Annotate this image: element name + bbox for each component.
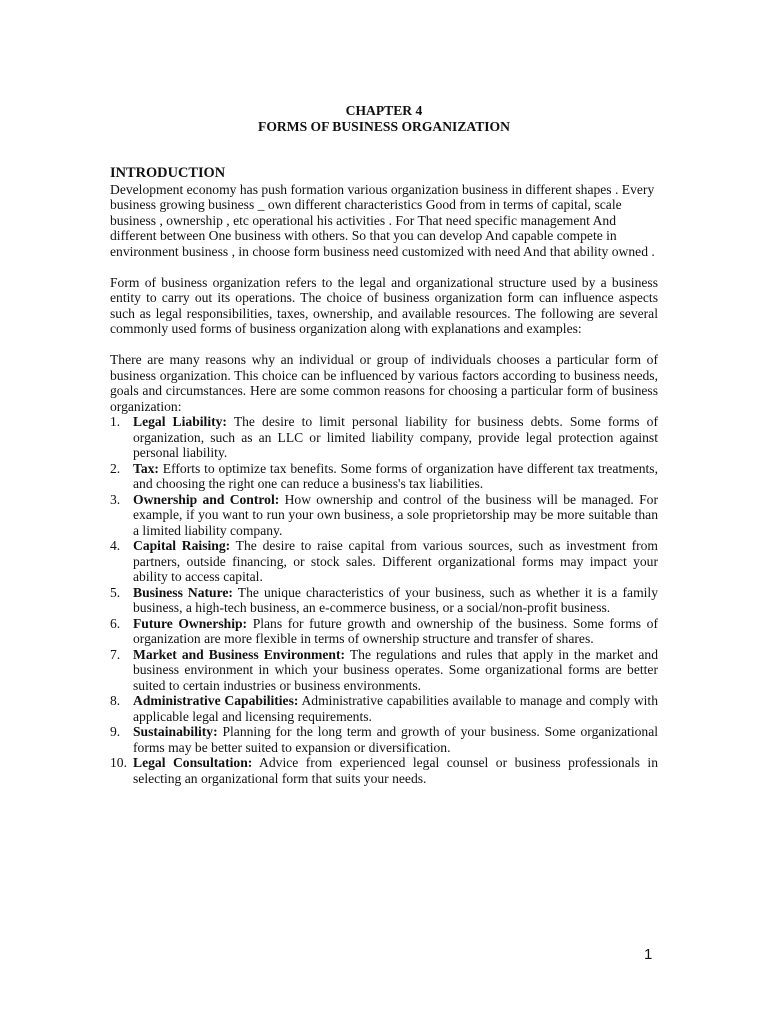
list-item [110, 538, 658, 585]
list-item-text: The unique characteristics of your business, such as whether it is a family business, a high-tech business, an e-commerce business, or a social/non-profit business. [133, 584, 658, 615]
list-item-title: Legal Liability: [133, 414, 227, 429]
list-item-title: Future Ownership: [133, 615, 248, 631]
list-item-title: Legal Consultation: [133, 755, 253, 770]
list-item-number: 10. [110, 755, 127, 770]
list-item-number: 2. [110, 460, 121, 476]
list-item [110, 755, 658, 786]
list-item-title: Ownership and Control: [133, 491, 280, 507]
list-item-text: Efforts to optimize tax benefits. Some forms of organization have different tax treatments, and choosing the right one can reduce a business's tax liabilities. [133, 460, 658, 491]
list-item-text: Planning for the long term and growth of your business. Some organizational forms may be better suited to expansion or diversification. [133, 724, 658, 755]
page-content [110, 103, 658, 786]
list-item [110, 414, 658, 461]
list-item-title: Business Nature: [133, 584, 233, 600]
definition-paragraph: Form of business organization refers to the legal and organizational structure used by a business entity to carry out its operations. The choice of business organization form can influence aspects such as legal responsibilities, taxes, ownership, and available resources. The following are several commonly used forms of business organization along with explanations and examples: [110, 274, 658, 336]
list-item-title: Tax: [133, 460, 159, 476]
intro-paragraph: Development economy has push formation various organization business in different shapes . Every business growing business _ own different characteristics Good from in terms of capital, scale business , ownership , etc operational his activities . For That need specific management And different between One business with others. So that you can develop And capable compete in environment business , in choose form business need customized with need And that ability owned . [110, 181, 655, 259]
list-item-title: Sustainability: [133, 724, 218, 739]
reasons-intro-paragraph: There are many reasons why an individual or group of individuals chooses a particular form of business organization. This choice can be influenced by various factors according to business needs, goals and circumstances. Here are some common reasons for choosing a particular form of business organization: [110, 352, 658, 414]
list-item [110, 724, 658, 755]
chapter-title: FORMS OF BUSINESS ORGANIZATION [258, 118, 510, 134]
list-item-number: 6. [110, 615, 121, 631]
list-item-title: Administrative Capabilities: [133, 693, 299, 708]
list-item [110, 492, 658, 539]
list-item [110, 616, 658, 647]
page-number: 1 [644, 946, 653, 963]
list-item-title: Market and Business Environment: [133, 646, 346, 662]
list-item [110, 585, 658, 616]
list-item-number: 9. [110, 724, 121, 739]
list-item [110, 647, 658, 694]
list-item-text: Administrative capabilities available to manage and comply with applicable legal and licensing requirements. [133, 693, 659, 724]
list-item-number: 5. [110, 584, 121, 600]
list-item-text: How ownership and control of the business will be managed. For example, if you want to run your own business, a sole proprietorship may be more suitable than a limited liability company. [133, 491, 658, 538]
list-item-text: The desire to raise capital from various sources, such as investment from partners, outside financing, or stock sales. Different organizational forms may impact your ability to access capital. [133, 538, 658, 584]
reasons-list [110, 414, 658, 786]
list-item [110, 693, 658, 724]
list-item-number: 8. [110, 693, 121, 708]
chapter-label: CHAPTER 4 [345, 103, 423, 118]
list-item-text: The desire to limit personal liability for business debts. Some forms of organization, such as an LLC or limited liability company, provide legal protection against personal liability. [133, 414, 659, 460]
list-item-text: Plans for future growth and ownership of the business. Some forms of organization are more flexible in terms of ownership structure and transfer of shares. [133, 615, 659, 646]
list-item [110, 461, 658, 492]
list-item-number: 3. [110, 491, 121, 507]
list-item-text: Advice from experienced legal counsel or business professionals in selecting an organizational form that suits your needs. [133, 755, 658, 786]
list-item-number: 7. [110, 646, 121, 662]
list-item-text: The regulations and rules that apply in the market and business environment in which your business operates. Some organizational forms are better suited to certain industries or business environments. [133, 646, 658, 693]
list-item-number: 4. [110, 538, 121, 553]
list-item-number: 1. [110, 414, 121, 429]
section-heading: INTRODUCTION [110, 165, 226, 181]
list-item-title: Capital Raising: [133, 538, 231, 553]
